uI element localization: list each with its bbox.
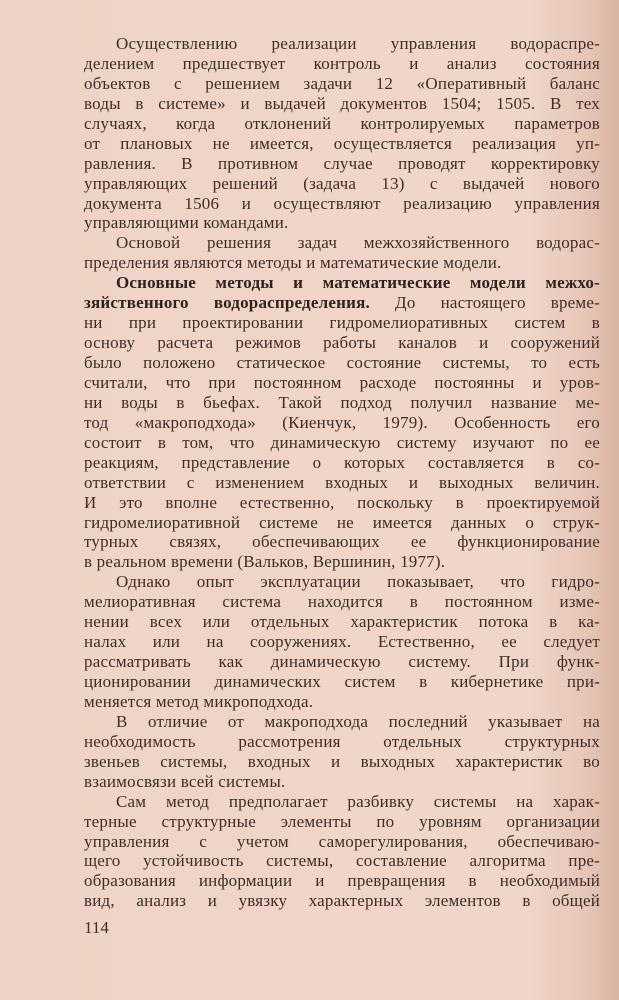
text-line	[84, 632, 600, 652]
text-line	[84, 393, 600, 413]
text-line	[84, 792, 600, 812]
text-line	[84, 592, 600, 612]
text-line	[84, 513, 600, 533]
text-segment: основу расчета режимов работы каналов и сооружений	[84, 333, 600, 353]
text-segment: реакциям, представление о которых составляется в со-	[84, 452, 600, 472]
text-line	[84, 74, 600, 94]
text-segment: звеньев системы, входных и выходных характеристик во	[84, 751, 600, 771]
text-line	[84, 34, 600, 54]
text-line	[84, 134, 600, 154]
text-line	[84, 353, 600, 373]
text-segment: управляющих решений (задача 13) с выдачей нового	[84, 173, 600, 193]
text-segment: турных связях, обеспечивающих ее функционирование	[84, 532, 600, 552]
text-line	[84, 54, 600, 74]
text-segment: управления с учетом саморегулирования, обеспечиваю-	[84, 831, 600, 851]
text-line	[84, 213, 600, 233]
text-line	[84, 154, 600, 174]
text-line	[84, 493, 600, 513]
text-segment: в реальном времени (Вальков, Вершинин, 1977).	[84, 552, 446, 572]
text-line	[84, 313, 600, 333]
paragraph	[84, 712, 600, 792]
paragraph	[84, 233, 600, 273]
text-segment: считали, что при постоянном расходе постоянны и уров-	[84, 372, 600, 392]
text-line	[84, 94, 600, 114]
text-line	[84, 373, 600, 393]
text-line	[84, 114, 600, 134]
text-segment: состоит в том, что динамическую систему изучают по ее	[84, 432, 600, 452]
page-number: 114	[84, 918, 109, 937]
text-segment: щего устойчивость системы, составление алгоритма пре-	[84, 851, 600, 871]
text-segment: равления. В противном случае проводят корректировку	[84, 153, 600, 173]
text-segment: ни воды в бьефах. Такой подход получил название ме-	[84, 392, 600, 412]
text-segment: Осуществлению реализации управления водораспре-	[116, 34, 600, 53]
text-segment: воды в системе» и выдачей документов 1504; 1505. В тех	[84, 93, 600, 113]
text-segment: было положено статическое состояние системы, то есть	[84, 353, 600, 372]
text-segment: случаях, когда отклонений контролируемых параметров	[84, 113, 600, 133]
text-segment: пределения являются методы и математические модели.	[84, 253, 502, 273]
text-line	[84, 612, 600, 632]
text-segment: взаимосвязи всей системы.	[84, 771, 286, 791]
text-line	[84, 233, 600, 253]
text-segment: нении всех или отдельных характеристик потока в ка-	[84, 612, 600, 632]
text-segment: объектов с решением задачи 12 «Оперативный баланс	[84, 73, 600, 93]
text-segment: Сам метод предполагает разбивку системы на харак-	[116, 791, 600, 811]
text-line	[84, 712, 600, 732]
text-line	[84, 273, 600, 293]
text-line	[84, 812, 600, 832]
text-segment: До настоящего време-	[369, 293, 600, 313]
text-line	[84, 453, 600, 473]
paragraph	[84, 792, 600, 912]
text-segment: гидромелиоративной системе не имеется данных о струк-	[84, 512, 600, 532]
text-line	[84, 433, 600, 453]
text-segment: терные структурные элементы по уровням организации	[84, 811, 600, 831]
paragraph	[84, 572, 600, 712]
text-line	[84, 333, 600, 353]
text-line	[84, 253, 600, 273]
text-line	[84, 692, 600, 712]
text-line	[84, 293, 600, 313]
text-segment: Однако опыт эксплуатации показывает, что гидро-	[116, 572, 600, 592]
text-segment: Основой решения задач межхозяйственного водорас-	[116, 233, 600, 253]
text-segment: вид, анализ и увязку характерных элементов в общей	[84, 891, 600, 911]
text-segment: мелиоративная система находится в постоянном изме-	[84, 592, 600, 612]
text-line	[84, 194, 600, 214]
text-segment: тод «макроподхода» (Киенчук, 1979). Особенность его	[84, 412, 600, 432]
text-line	[84, 672, 600, 692]
text-line	[84, 413, 600, 433]
paragraph	[84, 34, 600, 233]
text-line	[84, 772, 600, 792]
bold-heading-text: Основные методы и математические модели межхо-	[116, 273, 600, 293]
text-segment: образования информации и превращения в необходимый	[84, 871, 600, 891]
text-line	[84, 652, 600, 672]
text-line	[84, 732, 600, 752]
text-segment: В отличие от макроподхода последний указывает на	[116, 711, 600, 731]
bold-heading-text: зяйственного водораспределения.	[84, 293, 370, 313]
text-segment: ответствии с изменением входных и выходных величин.	[84, 472, 600, 492]
body-text	[84, 34, 600, 911]
text-segment: делением предшествует контроль и анализ состояния	[84, 53, 600, 73]
text-segment: от плановых не имеется, осуществляется реализация уп-	[84, 133, 600, 153]
paragraph	[84, 273, 600, 572]
text-segment: ционировании динамических систем в кибернетике при-	[84, 672, 600, 691]
text-segment: ни при проектировании гидромелиоративных систем в	[84, 313, 600, 333]
text-line	[84, 572, 600, 592]
text-line	[84, 473, 600, 493]
text-segment: рассматривать как динамическую систему. При функ-	[84, 652, 600, 672]
text-line	[84, 832, 600, 852]
text-line	[84, 851, 600, 871]
text-line	[84, 891, 600, 911]
text-segment: И это вполне естественно, поскольку в проектируемой	[84, 492, 600, 512]
text-line	[84, 174, 600, 194]
text-line	[84, 752, 600, 772]
text-line	[84, 552, 600, 572]
text-segment: документа 1506 и осуществляют реализацию управления	[84, 193, 600, 213]
text-segment: управляющими командами.	[84, 213, 289, 233]
text-segment: меняется метод микроподхода.	[84, 691, 314, 711]
text-segment: необходимость рассмотрения отдельных структурных	[84, 731, 600, 751]
text-line	[84, 532, 600, 552]
text-line	[84, 871, 600, 891]
text-segment: налах или на сооружениях. Естественно, ее следует	[84, 632, 600, 652]
